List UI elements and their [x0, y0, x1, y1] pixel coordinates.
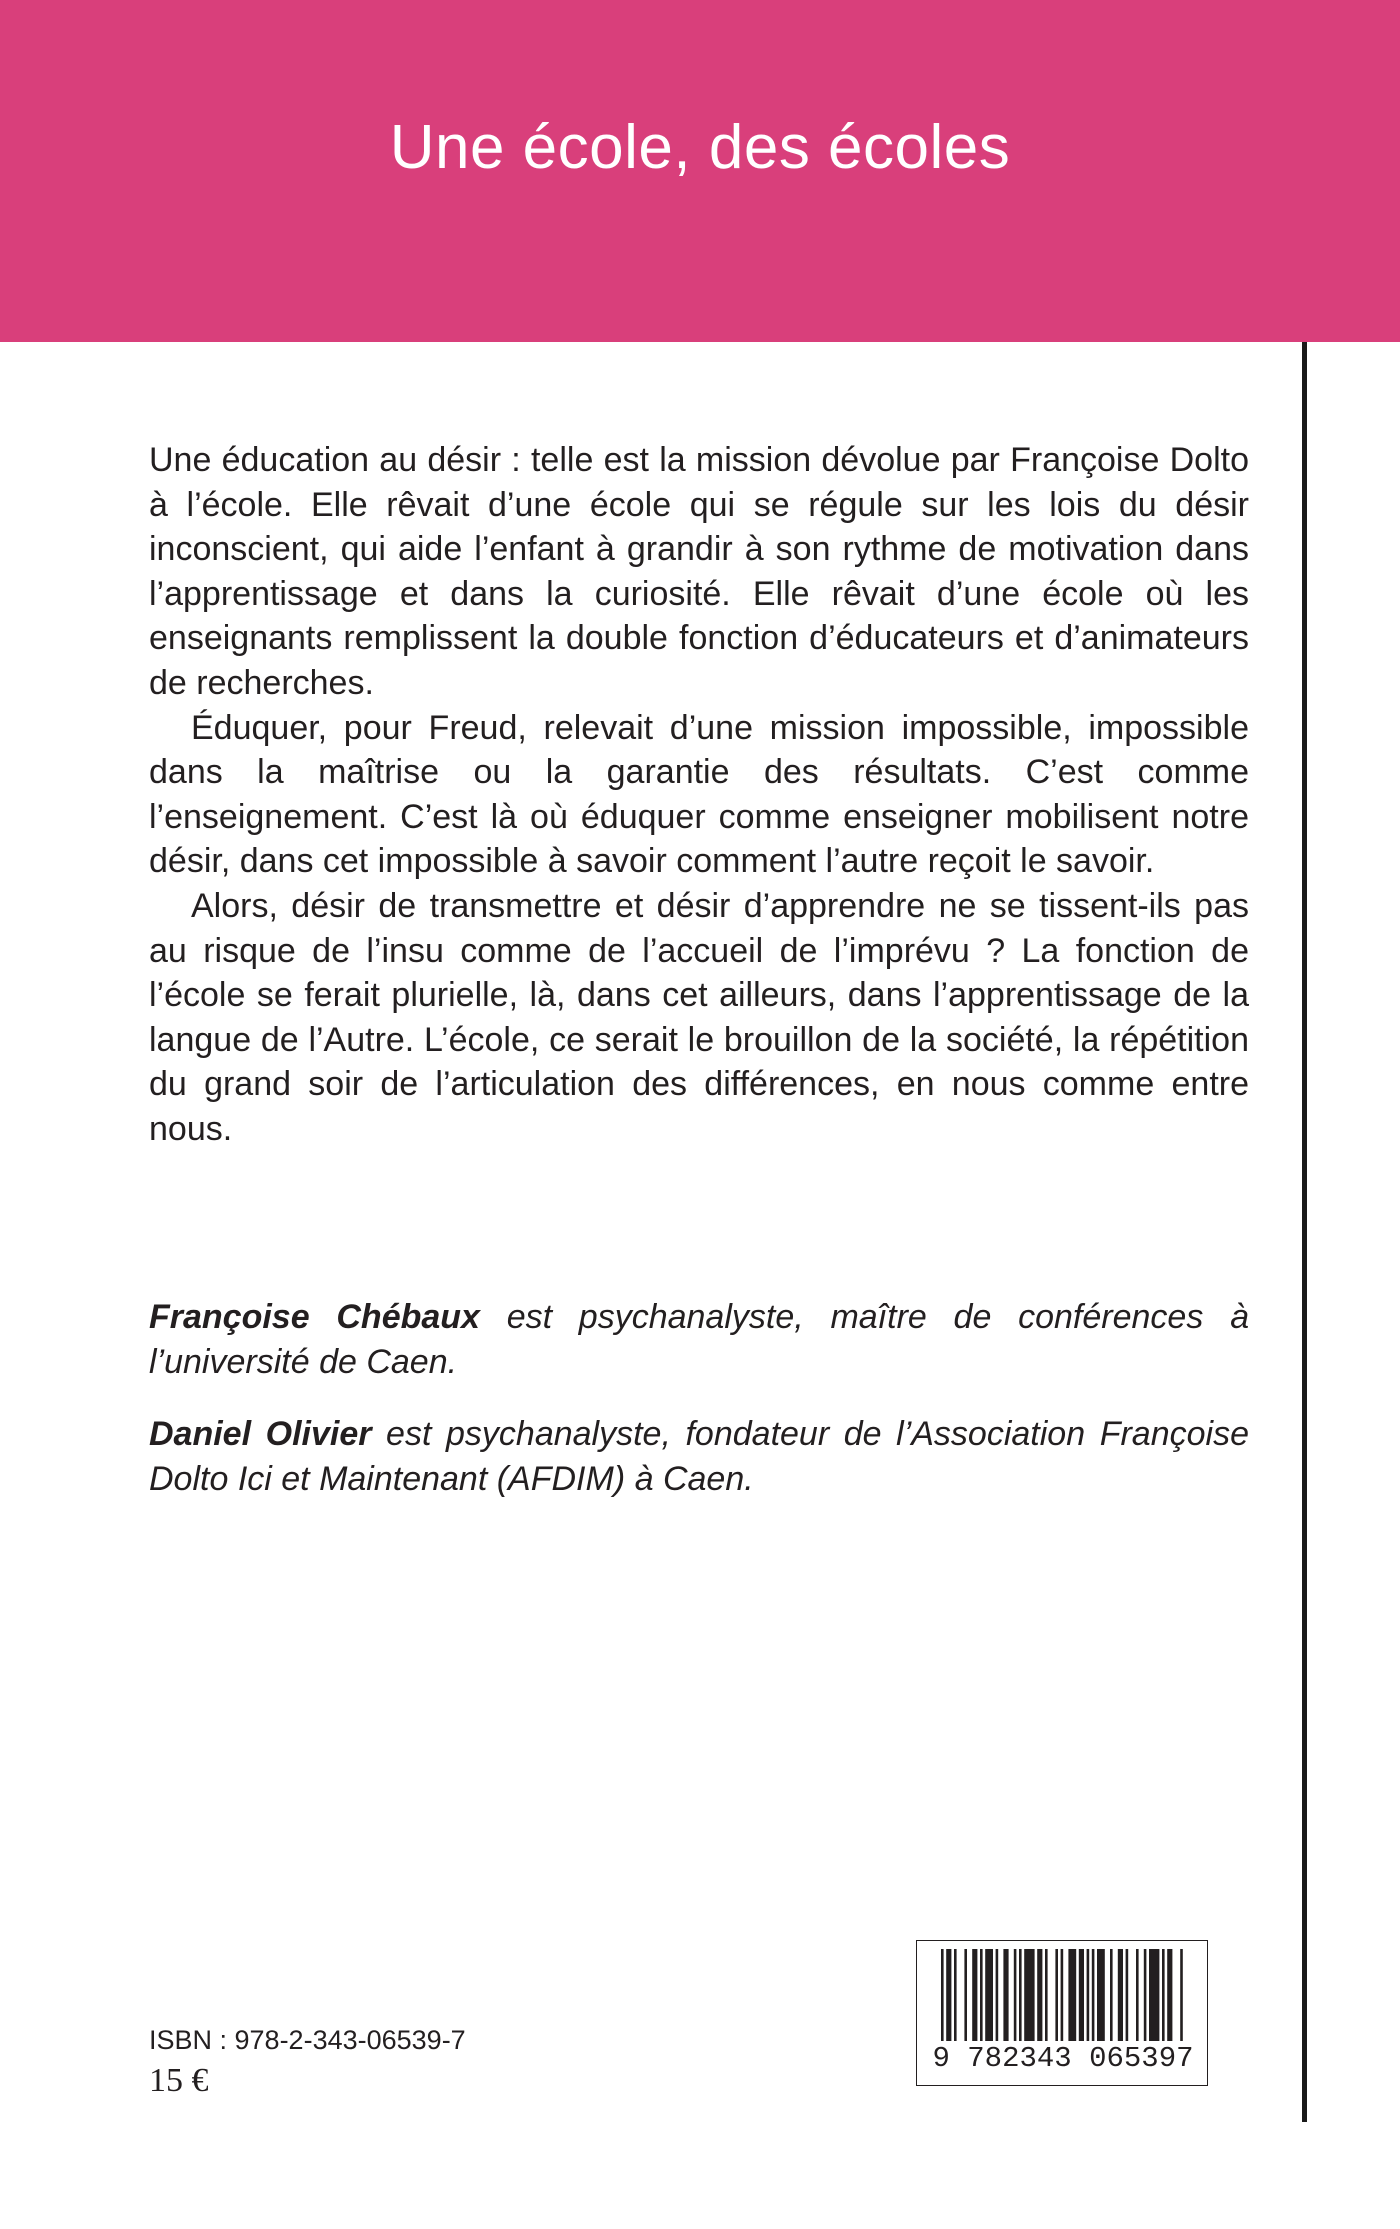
blurb-paragraph-3: Alors, désir de transmettre et désir d’apprendre ne se tissent-ils pas au risque de l’insu comme de l’accueil de l’imprévu ? La fonction de l’école se ferait plurielle, là, dans cet ailleurs, dans l’apprentissage de la langue de l’Autre. L’école, ce serait le brouillon de la société, la répétition du grand soir de l’articulation des différences, en nous comme entre nous. [149, 886, 1249, 1148]
author-bio-2 [149, 1412, 1249, 1501]
barcode-digits: 9 782343 065397 [932, 2042, 1194, 2075]
price-text: 15 € [149, 2062, 209, 2099]
author-name-2: Daniel Olivier [149, 1415, 372, 1454]
author-description-2: est psychanalyste, fondateur de l’Association Françoise Dolto Ici et Maintenant (AFDIM) à Caen. [149, 1415, 1249, 1498]
book-title: Une école, des écoles [389, 113, 1011, 182]
author-bios [149, 1295, 1249, 1529]
blurb-paragraph-2: Éduquer, pour Freud, relevait d’une mission impossible, impossible dans la maîtrise ou la garantie des résultats. C’est comme l’enseignement. C’est là où éduquer comme enseigner mobilisent notre désir, dans cet impossible à savoir comment l’autre reçoit le savoir. [149, 708, 1249, 881]
barcode-bars-icon [939, 1949, 1187, 2041]
barcode [916, 1940, 1208, 2086]
author-name-1: Françoise Chébaux [149, 1298, 480, 1336]
title-band [0, 0, 1400, 342]
isbn-text: ISBN : 978-2-343-06539-7 [149, 2025, 466, 2055]
author-description-1: est psychanalyste, maître de conférences à l’université de Caen. [149, 1298, 1249, 1381]
blurb-paragraph-1: Une éducation au désir : telle est la mission dévolue par Françoise Dolto à l’école. Elle rêvait d’une école qui se régule sur les lois du désir inconscient, qui aide l’enfant à grandir à son rythme de motivation dans l’apprentissage et dans la curiosité. Elle rêvait d’une école où les enseignants remplissent la double fonction d’éducateurs et d’animateurs de recherches. [149, 441, 1249, 702]
spine-edge-line [1302, 342, 1307, 2122]
back-cover-blurb [149, 438, 1249, 1152]
author-bio-1 [149, 1295, 1249, 1384]
